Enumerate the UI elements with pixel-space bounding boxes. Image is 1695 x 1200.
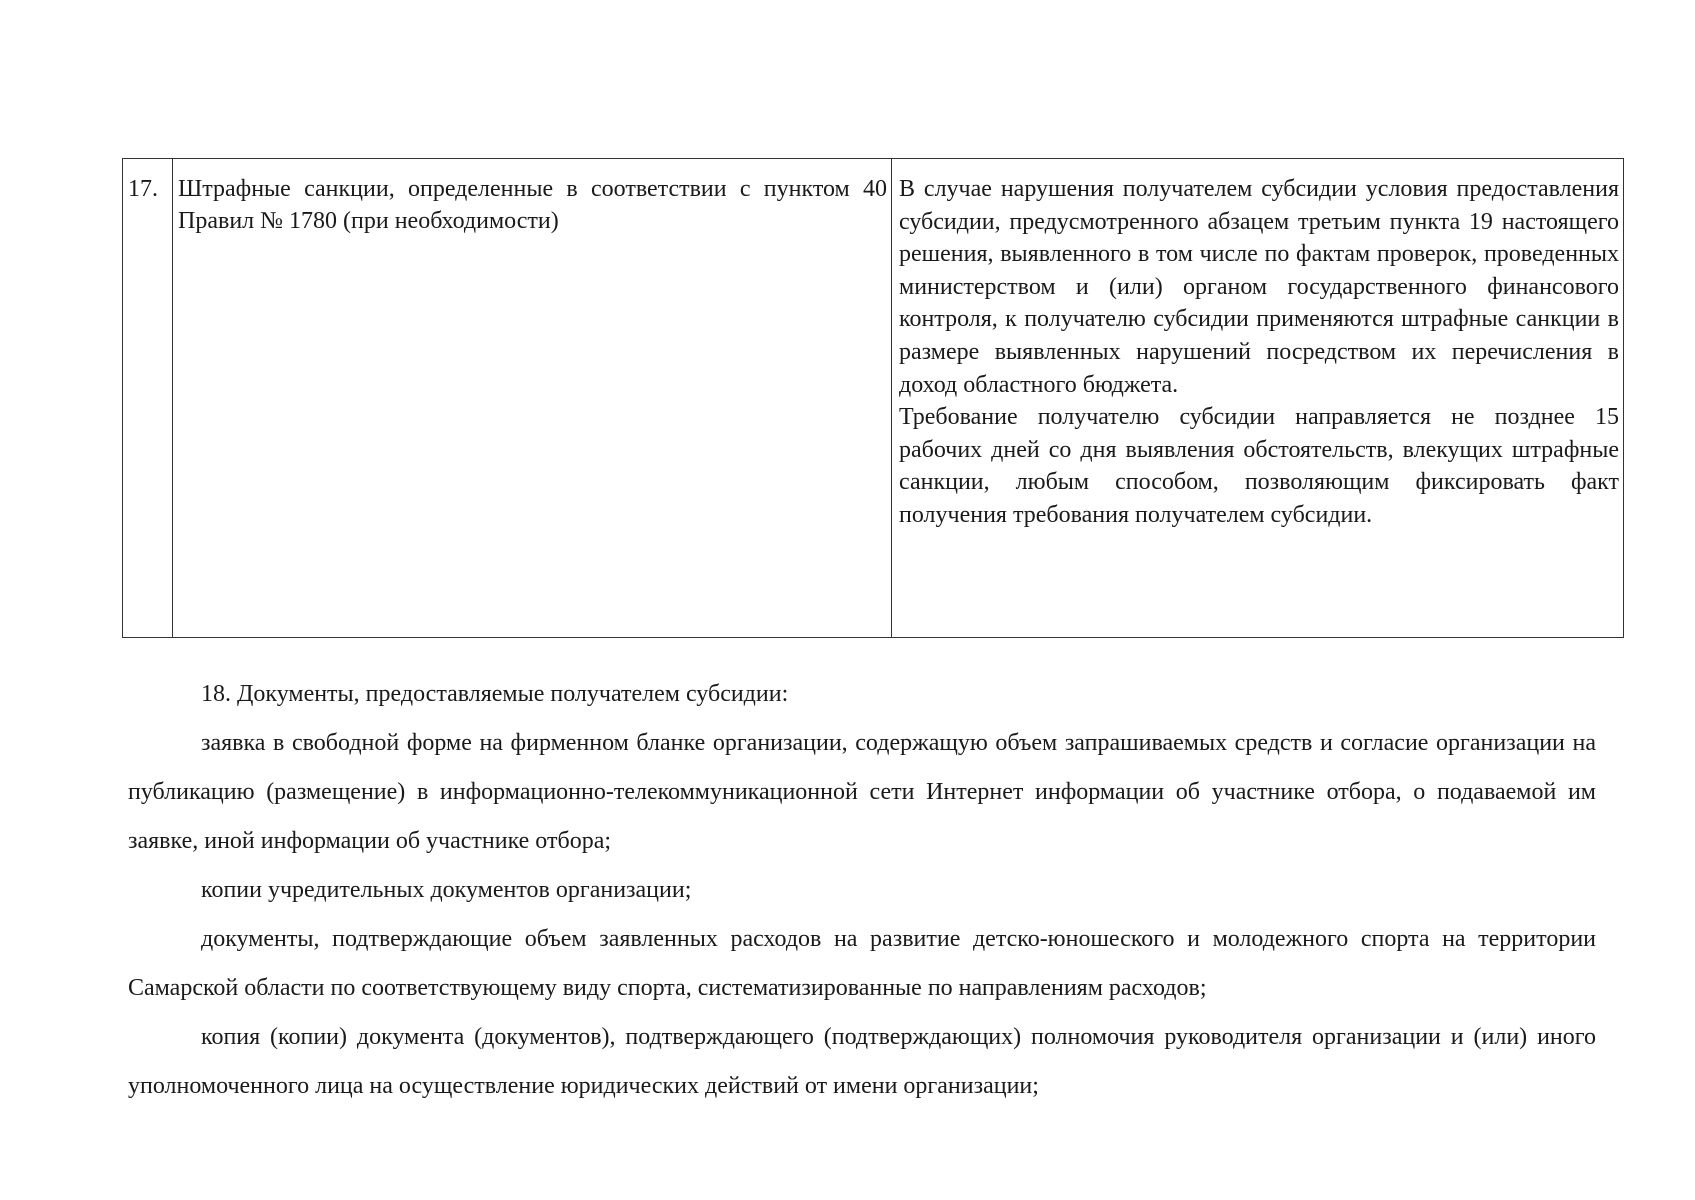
value-paragraph: В случае нарушения получателем субсидии условия предоставления субсидии, предусмотренного абзацем третьим пункта 19 настоящего решения, выявленного в том числе по фактам проверок, проведенных министерством и (или) органом государственного финансового контроля, к получателю субсидии применяются штрафные санкции в размере выявленных нарушений посредством их перечисления в доход областного бюджета.	[899, 176, 1619, 398]
body-paragraph: копии учредительных документов организации;	[201, 877, 692, 903]
table-row-number	[123, 159, 173, 637]
row-number-text: 17.	[128, 176, 158, 202]
row-name-text: Штрафные санкции, определенные в соответствии с пунктом 40 Правил № 1780 (при необходимости)	[178, 176, 887, 234]
body-paragraph: копия (копии) документа (документов), подтверждающего (подтверждающих) полномочия руководителя организации и (или) иного уполномоченного лица на осуществление юридических действий от имени организации;	[128, 1024, 1596, 1099]
table-cell-name	[173, 159, 892, 637]
body-paragraph: документы, подтверждающие объем заявленных расходов на развитие детско-юношеского и молодежного спорта на территории Самарской области по соответствующему виду спорта, систематизированные по направлениям расходов;	[128, 926, 1596, 1001]
section-heading: 18. Документы, предоставляемые получателем субсидии:	[201, 681, 789, 707]
value-paragraph: Требование получателю субсидии направляется не позднее 15 рабочих дней со дня выявления обстоятельств, влекущих штрафные санкции, любым способом, позволяющим фиксировать факт получения требования получателем субсидии.	[899, 404, 1619, 528]
body-paragraph: заявка в свободной форме на фирменном бланке организации, содержащую объем запрашиваемых средств и согласие организации на публикацию (размещение) в информационно-телекоммуникационной сети Интернет информации об участнике отбора, о подаваемой им заявке, иной информации об участнике отбора;	[128, 730, 1596, 854]
body-text	[128, 670, 1596, 1111]
requirements-table	[122, 158, 1624, 638]
table-cell-value	[892, 159, 1623, 637]
